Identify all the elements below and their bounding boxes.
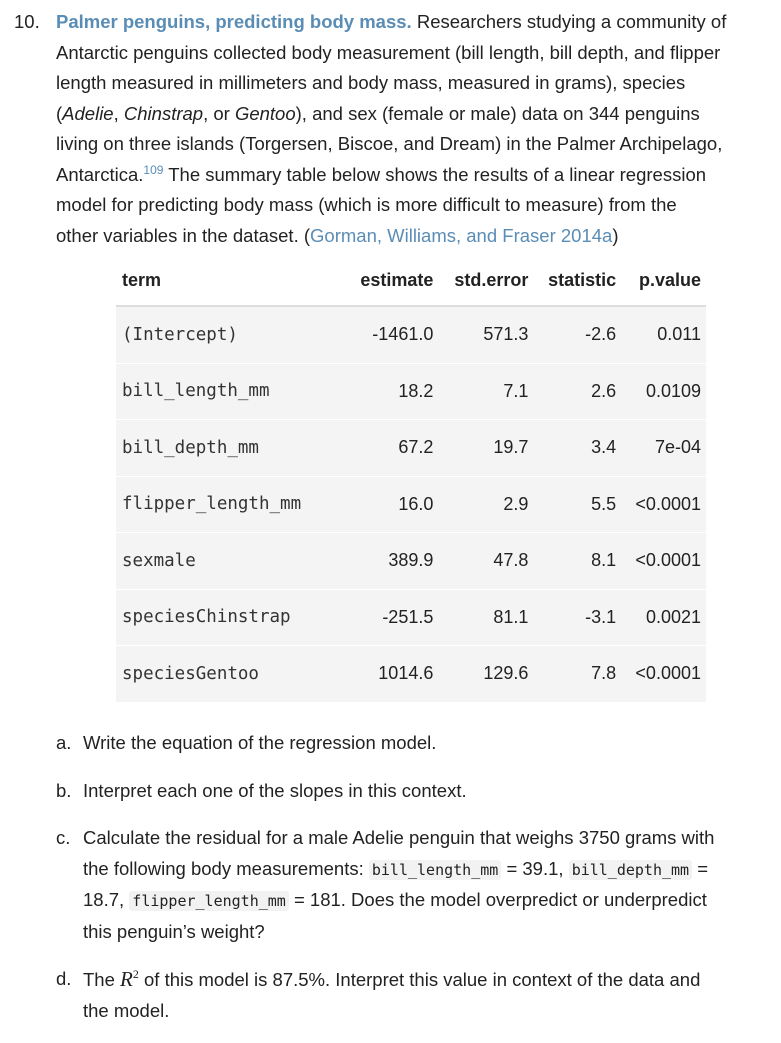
cell-statistic: 3.4 <box>533 420 621 477</box>
cell-estimate: 389.9 <box>345 533 439 590</box>
col-header-estimate: estimate <box>345 255 439 306</box>
exercise-number: 10. <box>14 11 40 32</box>
cell-std-error: 7.1 <box>438 363 533 420</box>
col-header-std-error: std.error <box>438 255 533 306</box>
cell-term: sexmale <box>116 533 345 590</box>
intro-line-6: The summary table below shows the results of a linear regression <box>163 163 707 185</box>
part-b <box>56 776 771 807</box>
intro-line-8: other variables in the dataset. <box>56 224 304 246</box>
table-row <box>116 646 706 703</box>
cell-std-error: 571.3 <box>438 306 533 363</box>
intro-line-3: length measured in millimeters and body mass, measured in grams), species <box>56 72 686 93</box>
table-row <box>116 476 706 533</box>
cell-statistic: -3.1 <box>533 589 621 646</box>
col-header-term: term <box>116 255 345 306</box>
cell-term: speciesGentoo <box>116 646 345 703</box>
cell-statistic: 7.8 <box>533 646 621 703</box>
part-c-line-1: Calculate the residual for a male Adelie penguin that weighs 3750 grams with <box>83 827 715 848</box>
cell-estimate: -251.5 <box>345 589 439 646</box>
cell-p-value: 0.0109 <box>621 363 706 420</box>
code-flipper-length: flipper_length_mm <box>129 891 289 911</box>
cell-estimate: 1014.6 <box>345 646 439 703</box>
cell-p-value: 7e-04 <box>621 420 706 477</box>
cell-std-error: 129.6 <box>438 646 533 703</box>
table-row <box>116 420 706 477</box>
cell-estimate: 18.2 <box>345 363 439 420</box>
intro-line-7: model for predicting body mass (which is more difficult to measure) from the <box>56 194 677 215</box>
regression-table <box>116 255 706 703</box>
cell-term: bill_depth_mm <box>116 420 345 477</box>
cell-p-value: 0.011 <box>621 306 706 363</box>
cell-estimate: 67.2 <box>345 420 439 477</box>
table-row <box>116 363 706 420</box>
exercise-title: Palmer penguins, predicting body mass. <box>56 11 412 32</box>
cell-std-error: 19.7 <box>438 420 533 477</box>
part-a-label: a. <box>56 732 72 753</box>
cell-term: bill_length_mm <box>116 363 345 420</box>
cell-term: speciesChinstrap <box>116 589 345 646</box>
table-header-row <box>116 255 706 306</box>
cell-p-value: <0.0001 <box>621 646 706 703</box>
part-b-label: b. <box>56 779 72 801</box>
part-b-text: Interpret each one of the slopes in this context. <box>83 779 467 801</box>
table-row <box>116 533 706 590</box>
citation-link[interactable]: Gorman, Williams, and Fraser 2014a <box>310 224 613 246</box>
cell-std-error: 47.8 <box>438 533 533 590</box>
antarctica-text: Antarctica. <box>56 163 144 185</box>
cell-p-value: 0.0021 <box>621 589 706 646</box>
exercise-parts <box>56 728 771 1043</box>
code-bill-length: bill_length_mm <box>369 860 501 880</box>
cell-statistic: -2.6 <box>533 306 621 363</box>
intro-species-line: (Adelie, Chinstrap, or Gentoo), and sex (female or male) data on 344 penguins <box>56 102 700 124</box>
intro-line-2: Antarctic penguins collected body measurement (bill length, bill depth, and flipper <box>56 41 721 63</box>
r-squared-symbol: $R^2$ <box>120 967 139 991</box>
part-a <box>56 728 771 759</box>
code-bill-depth: bill_depth_mm <box>569 860 692 880</box>
part-c: c. Calculate the residual for a male Adelie penguin that weighs 3750 grams with the following body measurements: bill_length_mm = 39.1, bill_depth_mm = 18.7, flipper_length_mm = 181. Does the model overpredict or underpredict this penguin’s weight? <box>56 823 771 947</box>
cell-estimate: -1461.0 <box>345 306 439 363</box>
part-d-label: d. <box>56 968 72 989</box>
cell-term: (Intercept) <box>116 306 345 363</box>
table-row <box>116 306 706 363</box>
part-a-text: Write the equation of the regression model. <box>83 732 437 753</box>
cell-p-value: <0.0001 <box>621 476 706 533</box>
exercise-intro: Palmer penguins, predicting body mass. Researchers studying a community of Antarctic penguins collected body measurement (bill length, bill depth, and flipper length measured in millimeters and body mass, measured in grams), species (Adelie, Chinstrap, or Gentoo), and sex (female or male) data on 344 penguins living on three islands (Torgersen, Biscoe, and Dream) in the Palmer Archipelago, Antarctica.$^{109}$ The summary table below shows the results of a linear regression model for predicting body mass (which is more difficult to measure) from the other variables in the dataset. (Gorman, Williams, and Fraser 2014a) <box>56 7 776 251</box>
cell-term: flipper_length_mm <box>116 476 345 533</box>
part-d: d. The $R^2$ of this model is 87.5%. Interpret this value in context of the data and the model. <box>56 964 771 1026</box>
col-header-statistic: statistic <box>533 255 621 306</box>
part-d-line-2: the model. <box>83 999 170 1021</box>
intro-line-5: living on three islands (Torgersen, Biscoe, and Dream) in the Palmer Archipelago, <box>56 133 723 154</box>
footnote-link[interactable]: 109 <box>143 162 164 177</box>
table-row <box>116 589 706 646</box>
intro-line-1: Researchers studying a community of <box>411 11 727 32</box>
cell-statistic: 8.1 <box>533 533 621 590</box>
col-header-p-value: p.value <box>621 255 706 306</box>
cell-std-error: 81.1 <box>438 589 533 646</box>
part-c-label: c. <box>56 827 71 848</box>
cell-statistic: 5.5 <box>533 476 621 533</box>
cell-std-error: 2.9 <box>438 476 533 533</box>
cell-p-value: <0.0001 <box>621 533 706 590</box>
part-c-line-4: this penguin’s weight? <box>83 920 265 942</box>
cell-statistic: 2.6 <box>533 363 621 420</box>
cell-estimate: 16.0 <box>345 476 439 533</box>
